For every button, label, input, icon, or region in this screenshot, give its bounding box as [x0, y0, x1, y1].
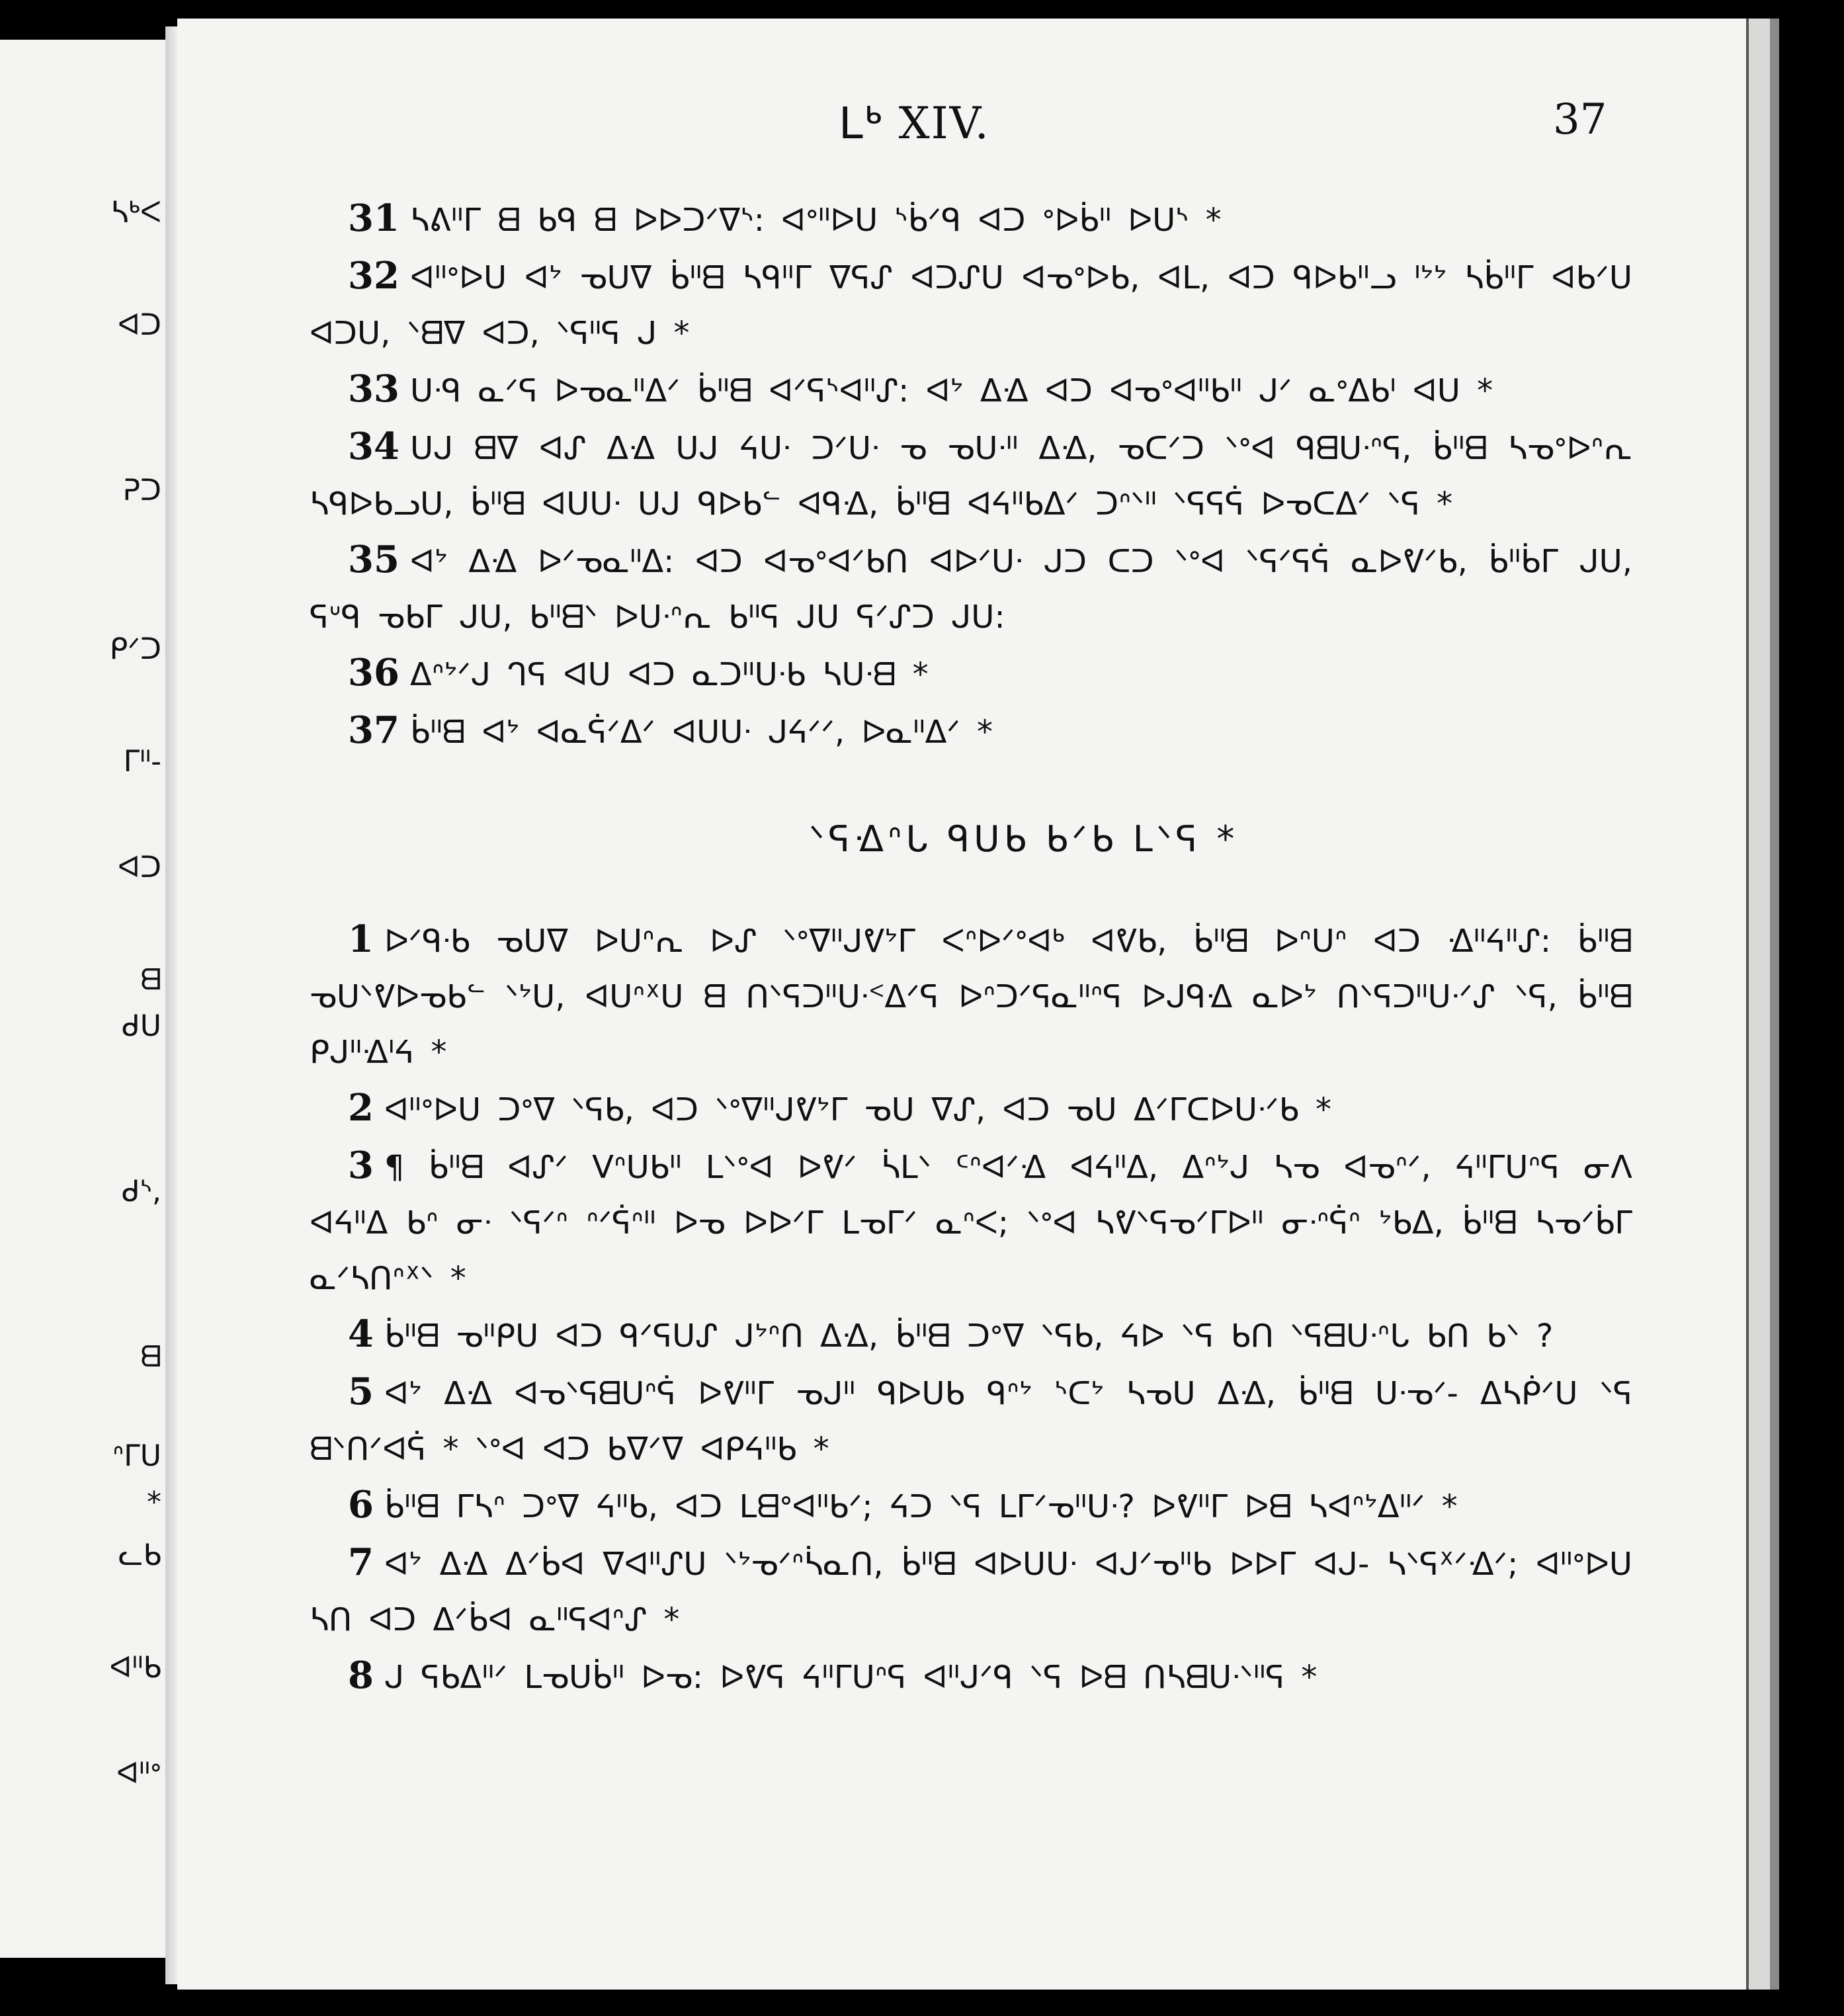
verse-number: 5	[348, 1370, 374, 1413]
verse-number: 7	[348, 1540, 374, 1584]
left-page-fragment: ᓴᒃᐸ	[110, 196, 161, 230]
verse-text: ᓴᕕᐦᒥ ᗺ ᑲᑫ ᗺ ᐅᐅᑐᐟᐁᔅ: ᐊᐤᐦᐅᑌ ᔅᑳᐟᑫ ᐊᑐ ᐤᐅᑳᐦ ᐅᑌᔅ *	[409, 202, 1222, 239]
left-page-fragment: ᑯᔅ,	[121, 1175, 161, 1208]
verse-number: 34	[348, 425, 399, 468]
right-page	[177, 19, 1746, 1990]
verse	[310, 532, 1632, 645]
verses-section-2	[310, 911, 1632, 1705]
verse-number: 6	[348, 1483, 374, 1527]
verse	[310, 419, 1632, 532]
verse-number: 33	[348, 367, 399, 411]
verse-text: ¶ ᑳᐦᗺ ᐊᔑᐟ ᐯᐢᑌᑲᐦ ᒪᐠᐤᐊ ᐅᕓᐟ ᓵᒪᐠ ᑦᐢᐊᐟᐎ ᐊᔦᐦᐃ, ᐃᐢᔾᒍ ᓴᓀ ᐊᓀᐢᐟ, ᔦᐦᒥᑌᐢᕋ ᓂᐱ ᐊᔦᐦᐃ ᑲᐢ ᓂᐧ ᐠᕋᐟᐢ ᐢᐟᕌᐢᐦ ᐅᓀ ᐅᐅᐟᒥ ᒪᓀᒥᐟ ᓇᐢᐸ; ᐠᐤᐊ ᓴᕓᐠᕋᓀᐟᒥᐅᐦ ᓂᐧᐢᕌᐢ ᔾᑲᐃ, ᑳᐦᗺ ᓴᓀᐟᑳᒥ ᓇᐟᓴᑎᐢᕁᐠ *	[310, 1149, 1632, 1297]
verse	[310, 1534, 1632, 1648]
verse-text: ᐊᐦᐤᐅᑌ ᐊᔾ ᓀᑌᐁ ᑳᐦᗺ ᓴᑫᐦᒥ ᐁᕋᔑ ᐊᑐᔑᑌ ᐊᓀᐤᐅᑲ, ᐊᒪ, ᐊᑐ ᑫᐅᑲᐦᓗ ᑊᔾᔾ ᓴᑳᐦᒥ ᐊᑲᐟᑌ ᐊᑐᑌ, ᐠᗺᐁ ᐊᑐ, ᐠᕋᐦᕋ ᒍ *	[310, 259, 1632, 352]
verse	[310, 702, 1632, 760]
verse-text: ᐊᔾ ᐃᐎ ᐃᐟᑳᐊ ᐁᐊᐦᔑᑌ ᐠᔾᓀᐟᐢᓵᓇᑎ, ᑳᐦᗺ ᐊᐅᑌᑌᐧ ᐊᒍᐟᓀᐦᑲ ᐅᐅᒥ ᐊᒍ- ᓴᐠᕋᕁᐟᐎᐟ; ᐊᐦᐤᐅᑌ ᓴᑎ ᐊᑐ ᐃᐟᑳᐊ ᓇᐦᕋᐊᐢᔑ *	[310, 1546, 1632, 1638]
verse-text: ᐊᔾ ᐃᐎ ᐅᐟᓀᓇᐦᐃ: ᐊᑐ ᐊᓀᐤᐊᐟᑲᑎ ᐊᐅᐟᑌᐧ ᒍᑐ ᑕᑐ ᐠᐤᐊ ᐠᕋᐟᕋᕌ ᓇᐅᕓᐟᑲ, ᑳᐦᑳᒥ ᒍᑌ, ᕋᐡᑫ ᓀᑲᒥ ᒍᑌ, ᑲᐦᗺᐠ ᐅᑌᐧᐢᕆ ᑲᐦᕋ ᒍᑌ ᕋᐟᔑᑐ ᒍᑌ:	[310, 543, 1632, 636]
left-page-fragment: ᐊᐦᑲ	[109, 1651, 161, 1685]
verse-text: ᑳᐦᗺ ᒥᓴᐢ ᑐᐤᐁ ᔦᐦᑲ, ᐊᑐ ᒪᗺᐤᐊᐦᑲᐟ; ᔦᑐ ᐠᕋ ᒪᒥᐟᓀᐦᑌᐧ? ᐅᕓᐦᒥ ᐅᗺ ᓴᐊᐢᔾᐃᐦᐟ *	[384, 1488, 1458, 1525]
left-page-fragment: ᑭᐟᑐ	[109, 632, 161, 666]
verse	[310, 1364, 1632, 1477]
left-page-text-fragments	[0, 40, 173, 1958]
left-page-fragment: ᐢᒥᑌ	[112, 1439, 161, 1473]
verse-number: 32	[348, 254, 399, 298]
verse-text: ᐊᔾ ᐃᐎ ᐊᓀᐠᕋᗺᑌᐢᕌ ᐅᕓᐦᒥ ᓀᒍᐦ ᑫᐅᑌᑲ ᑫᐢᔾ ᔅᑕᔾ ᓴᓀᑌ ᐃᐎ, ᑳᐦᗺ ᑌᐧᓀᐟ- ᐃᓴᑮᐟᑌ ᐠᕋ ᗺᐠᑎᐟᐊᕌ * ᐠᐤᐊ ᐊᑐ ᑲᐁᐟᐁ ᐊᑭᔦᐦᑲ *	[310, 1375, 1632, 1468]
left-page-fragment: ᐊᑐ	[118, 308, 161, 342]
left-page-fragment: ᒥᐦ-	[123, 745, 161, 778]
verse	[310, 361, 1632, 419]
verse-text: ᑳᐦᗺ ᓀᐦᑭᑌ ᐊᑐ ᑫᐟᕋᑌᔑ ᒍᔾᐢᑎ ᐃᐎ, ᑳᐦᗺ ᑐᐤᐁ ᐠᕋᑲ, ᔦᐅ ᐠᕋ ᑲᑎ ᐠᕋᗺᑌᐧᐢᒐ ᑲᑎ ᑲᐠ ?	[384, 1318, 1554, 1355]
page-number: 37	[1553, 95, 1607, 144]
verse	[310, 645, 1632, 702]
verse-number: 36	[348, 651, 399, 694]
verse-text: ᑌᒍ ᗺᐁ ᐊᔑ ᐃᐎ ᑌᒍ ᔦᑌᐧ ᑐᐟᑌᐧ ᓀ ᓀᑌᐧᐦ ᐃᐎ, ᓀᑕᐟᑐ ᐠᐤᐊ ᑫᗺᑌᐧᐢᕋ, ᑳᐦᗺ ᓴᓀᐤᐅᐢᕆ ᓴᑫᐅᑲᓗᑌ, ᑳᐦᗺ ᐊᑌᑌᐧ ᑌᒍ ᑫᐅᑲᓪ ᐊᑫᐎ, ᑳᐦᗺ ᐊᔦᐦᑲᐃᐟ ᑐᐢᐠᐦ ᐠᕋᕋᕌ ᐅᓀᑕᐃᐟ ᐠᕋ *	[310, 430, 1632, 523]
verse-text: ᑳᐦᗺ ᐊᔾ ᐊᓇᕌᐟᐃᐟ ᐊᑌᑌᐧ ᒍᔦᐟᐟ, ᐅᓇᐦᐃᐟ *	[409, 714, 993, 751]
verse-number: 8	[348, 1654, 374, 1697]
verse	[310, 1080, 1632, 1138]
verse	[310, 1306, 1632, 1364]
book-gutter	[165, 26, 179, 1984]
left-page-fragment: ᗺ	[140, 1340, 161, 1374]
verse	[310, 248, 1632, 361]
verse-text: ᐃᐢᔾᐟᒍ ᒉᕋ ᐊᑌ ᐊᑐ ᓇᑐᐦᑌᐧᑲ ᓴᑌᐧᗺ *	[409, 656, 929, 693]
left-page-fragment: ᑯᑌ	[122, 1009, 161, 1043]
page-body	[310, 190, 1632, 1705]
left-page-fragment: ᓚᑲ	[118, 1538, 161, 1572]
verse	[310, 190, 1632, 248]
left-facing-page	[0, 40, 173, 1958]
verse	[310, 1648, 1632, 1705]
verse-number: 31	[348, 196, 399, 240]
page-edge	[1746, 19, 1770, 1990]
verses-section-1	[310, 190, 1632, 760]
left-page-fragment: *	[147, 1486, 161, 1519]
verse	[310, 911, 1632, 1080]
page-header	[177, 95, 1746, 171]
verse-text: ᐅᐟᑫᐧᑲ ᓀᑌᐁ ᐅᑌᐢᕆ ᐅᔑ ᐠᐤᐁᐦᒍᕓᔾᒥ ᐸᐢᐅᐟᐤᐊᒃ ᐊᕓᑲ, ᑳᐦᗺ ᐅᐢᑌᐢ ᐊᑐ ᐎᐦᔦᐦᔑ: ᑳᐦᗺ ᓀᑌᐠᕓᐅᓀᑲᓪ ᐠᔾᑌ, ᐊᑌᐢᕁᑌ ᗺ ᑎᐠᕋᑐᐦᑌᐧᑉᐃᐟᕋ ᐅᐢᑐᐟᕋᓇᐦᐢᕋ ᐅᒍᑫᐎ ᓇᐅᔾ ᑎᐠᕋᑐᐦᑌᐧᐟᔑ ᐠᕋ, ᑳᐦᗺ ᑭᒍᐦᐎᑊᔦ *	[310, 923, 1632, 1071]
verse-number: 35	[348, 538, 399, 581]
section-title: ᐠᕋᐎᐢᒐ ᑫᑌᑲ ᑲᐟᑲ ᒪᐠᕋ *	[809, 818, 1239, 860]
verse	[310, 1138, 1632, 1306]
chapter-heading: ᒪᒃ XIV.	[839, 98, 990, 149]
page-edge-shadow	[1770, 19, 1779, 1990]
left-page-fragment: ᐊᐦᐤ	[116, 1757, 161, 1790]
verse	[310, 1477, 1632, 1534]
verse-text: ᑌᐧᑫ ᓇᐟᕋ ᐅᓀᓇᐦᐃᐟ ᑳᐦᗺ ᐊᐟᕋᔅᐊᐦᔑ: ᐊᔾ ᐃᐎ ᐊᑐ ᐊᓀᐤᐊᐦᑲᐦ ᒍᐟ ᓇᐤᐃᑲᑊ ᐊᑌ *	[409, 372, 1493, 409]
verse-number: 1	[348, 917, 374, 961]
left-page-fragment: ᕈᑐ	[122, 474, 161, 507]
verse-number: 4	[348, 1312, 374, 1356]
verse-number: 3	[348, 1144, 374, 1187]
verse-number: 37	[348, 708, 399, 752]
left-page-fragment: ᗺ	[140, 963, 161, 997]
left-page-fragment: ᐊᑐ	[118, 851, 161, 884]
verse-number: 2	[348, 1086, 374, 1130]
verse-text: ᐊᐦᐤᐅᑌ ᑐᐤᐁ ᐠᕋᑲ, ᐊᑐ ᐠᐤᐁᐦᒍᕓᔾᒥ ᓀᑌ ᐁᔑ, ᐊᑐ ᓀᑌ ᐃᐟᒥᑕᐅᑌᐧᐟᑲ *	[384, 1091, 1332, 1128]
verse-text: ᒍ ᕋᑲᐃᐦᐟ ᒪᓀᑌᑳᐦ ᐅᓀ: ᐅᕓᕋ ᔦᐦᒥᑌᐢᕋ ᐊᐦᒍᐟᑫ ᐠᕋ ᐅᗺ ᑎᓴᗺᑌᐧᐠᐦᕋ *	[384, 1659, 1318, 1696]
